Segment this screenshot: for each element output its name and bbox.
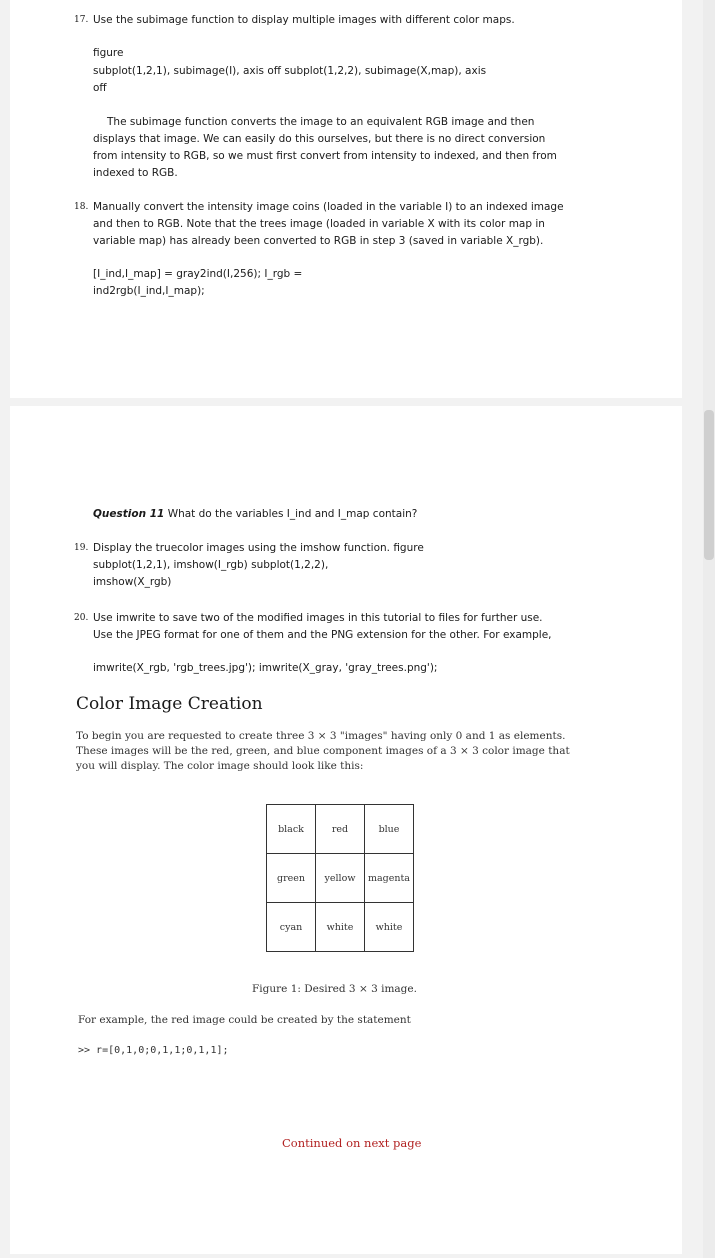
step-19-number: 19. [74, 543, 89, 553]
step-18-line-1: Manually convert the intensity image coins (loaded in the variable I) to an indexed image [93, 201, 564, 213]
step-18-code-line-1: [I_ind,I_map] = gray2ind(I,256); I_rgb = [93, 268, 303, 280]
continued-on-next-page-link[interactable]: Continued on next page [282, 1136, 422, 1150]
step-17-code-line-3: off [93, 82, 107, 94]
grid-cell: white [316, 903, 365, 952]
scrollbar-track[interactable] [703, 0, 715, 1258]
step-17-code-line-2: subplot(1,2,1), subimage(I), axis off subplot(1,2,2), subimage(X,map), axis [93, 65, 487, 77]
step-18-line-3: variable map) has already been converted to RGB in step 3 (saved in variable X_rgb). [93, 235, 544, 247]
step-19-line-3: imshow(X_rgb) [93, 576, 172, 588]
grid-cell: white [365, 903, 414, 952]
grid-cell: blue [365, 805, 414, 854]
section-paragraph-line-3: you will display. The color image should look like this: [76, 760, 364, 772]
step-20-line-2: Use the JPEG format for one of them and the PNG extension for the other. For example, [93, 629, 552, 641]
step-20-code: imwrite(X_rgb, 'rgb_trees.jpg'); imwrite(X_gray, 'gray_trees.png'); [93, 662, 438, 674]
question-11-label: Question 11 [93, 508, 165, 520]
scrollbar-thumb[interactable] [704, 410, 714, 560]
grid-row [267, 854, 414, 903]
section-paragraph-line-1: To begin you are requested to create three 3 × 3 "images" having only 0 and 1 as elements. [76, 730, 566, 742]
code-statement: >> r=[0,1,0;0,1,1;0,1,1]; [78, 1045, 229, 1056]
step-17-paragraph-line-3: from intensity to RGB, so we must first convert from intensity to indexed, and then from [93, 150, 557, 162]
section-heading: Color Image Creation [76, 694, 263, 714]
step-17-paragraph-line-4: indexed to RGB. [93, 167, 178, 179]
step-20-line-1: Use imwrite to save two of the modified images in this tutorial to files for further use. [93, 612, 543, 624]
color-grid-table [266, 804, 414, 952]
grid-cell: yellow [316, 854, 365, 903]
step-19-line-1: Display the truecolor images using the imshow function. figure [93, 542, 424, 554]
figure-caption: Figure 1: Desired 3 × 3 image. [252, 983, 417, 995]
step-17-paragraph-line-1: The subimage function converts the image to an equivalent RGB image and then [107, 116, 535, 128]
example-text: For example, the red image could be created by the statement [78, 1014, 411, 1026]
step-18-line-2: and then to RGB. Note that the trees image (loaded in variable X with its color map in [93, 218, 545, 230]
grid-row [267, 903, 414, 952]
grid-cell: magenta [365, 854, 414, 903]
step-17-title: Use the subimage function to display multiple images with different color maps. [93, 14, 515, 26]
step-19-line-2: subplot(1,2,1), imshow(I_rgb) subplot(1,2,2), [93, 559, 329, 571]
question-11 [93, 506, 417, 523]
grid-cell: cyan [267, 903, 316, 952]
step-17-paragraph-line-2: displays that image. We can easily do this ourselves, but there is no direct conversion [93, 133, 546, 145]
grid-row [267, 805, 414, 854]
step-17-code-line-1: figure [93, 47, 124, 59]
grid-cell: green [267, 854, 316, 903]
grid-cell: red [316, 805, 365, 854]
step-20-number: 20. [74, 613, 89, 623]
step-18-code-line-2: ind2rgb(I_ind,I_map); [93, 285, 205, 297]
question-11-text: What do the variables I_ind and I_map contain? [164, 508, 418, 520]
step-17-number: 17. [74, 15, 89, 25]
grid-cell: black [267, 805, 316, 854]
step-18-number: 18. [74, 202, 89, 212]
section-paragraph-line-2: These images will be the red, green, and blue component images of a 3 × 3 color image that [76, 745, 570, 757]
